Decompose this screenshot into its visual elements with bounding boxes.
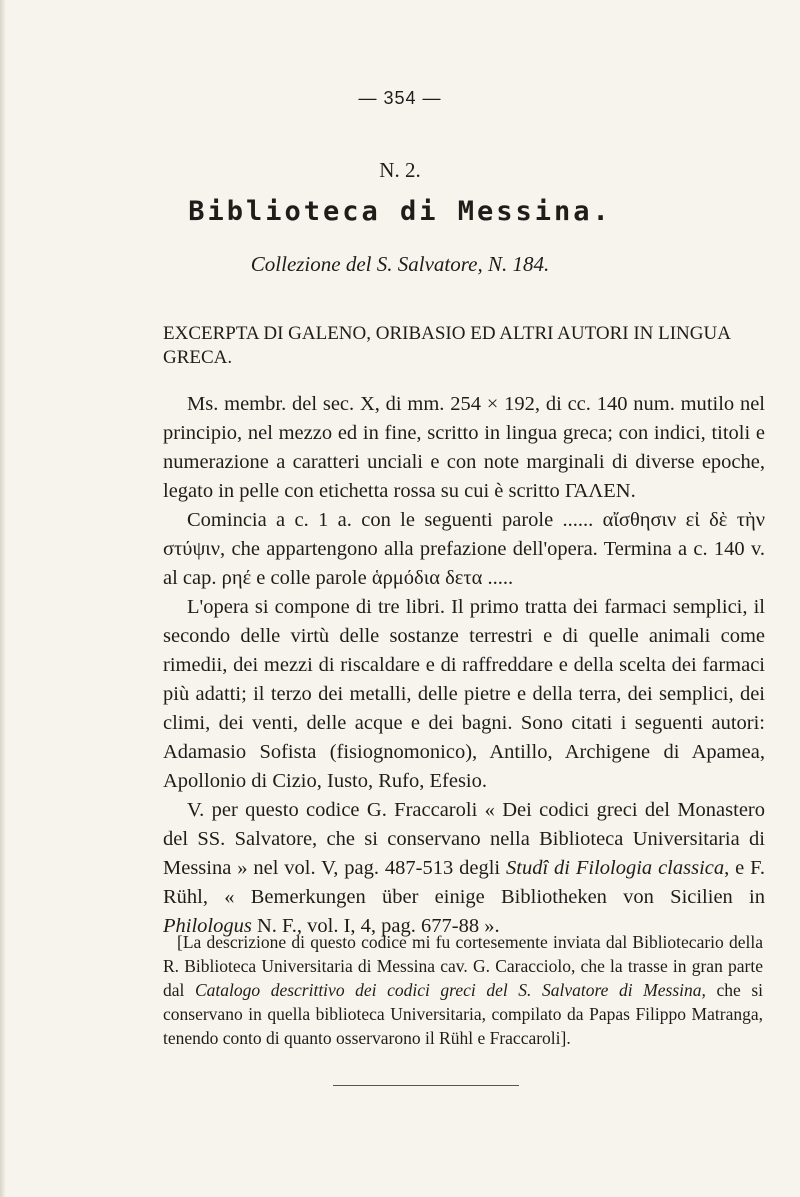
main-text [163,322,765,941]
bib-text-c: , e F. Rühl, « Bemerkungen über einige Bibliotheken von Sicilien in [163,857,766,908]
note-text-c: che si conservano in quella biblioteca Universitaria, compilato da Papas Filippo Matranga, tenendo conto di quanto osservarono il Rühl e Fraccaroli]. [163,980,763,1048]
bib-text-e: N. F., vol. I, 4, pag. 677-88 ». [251,915,500,937]
journal-title-philologus: Philologus [163,915,252,937]
manuscript-title: EXCERPTA DI GALENO, ORIBASIO ED ALTRI AUTORI IN LINGUA GRECA. [163,323,730,368]
bib-text-a: V. per questo codice G. Fraccaroli « Dei codici greci del Monastero del SS. Salvatore, che si conservano nella Biblioteca Universitaria di Messina » nel vol. V, pag. 487-513 degli [163,799,765,879]
entry-number: N. 2. [379,158,421,182]
note-text-a: [La descrizione di questo codice mi fu cortesemente inviata dal Bibliotecario della R. Biblioteca Universitaria di Messina cav. G. Caracciolo, che la trasse in gran parte dal [163,932,763,1000]
catalogue-title: Catalogo descrittivo dei codici greci del S. Salvatore di Messina, [194,980,706,1000]
bibliography-paragraph [163,796,765,941]
editorial-note [163,930,763,1050]
page-number: — 354 — [358,88,442,108]
closing-rule [333,1085,519,1086]
note-paragraph [163,930,763,1050]
contents-paragraph: L'opera si compone di tre libri. Il primo tratta dei farmaci semplici, il secondo delle virtù delle sostanze terrestri e di quelle animali come rimedii, dei mezzi di riscaldare e di raffreddare e della scelta dei farmaci più adatti; il terzo dei metalli, delle pietre e della terra, dei semplici, dei climi, dei venti, delle acque e dei bagni. Sono citati i seguenti autori: Adamasio Sofista (fisiognomonico), Antillo, Archigene di Apamea, Apollonio di Cizio, Iusto, Rufo, Efesio. [163,596,765,792]
journal-title-studi: Studî di Filologia classica [506,857,725,879]
incipit-paragraph: Comincia a c. 1 a. con le seguenti parole ...... αἴσθησιν εἰ δὲ τὴν στύψιν, che appartengono alla prefazione dell'opera. Termina a c. 140 v. al cap. ρηέ e colle parole ἁρμόδια δετα ..... [163,509,765,589]
collection-subtitle: Collezione del S. Salvatore, N. 184. [250,252,550,276]
description-paragraph: Ms. membr. del sec. X, di mm. 254 × 192, di cc. 140 num. mutilo nel principio, nel mezzo ed in fine, scritto in lingua greca; con indici, titoli e numerazione a caratteri unciali e con note marginali di diverse epoche, legato in pelle con etichetta rossa su cui è scritto ΓΑΛΕΝ. [163,393,765,502]
library-heading: Biblioteca di Messina. [188,196,612,227]
